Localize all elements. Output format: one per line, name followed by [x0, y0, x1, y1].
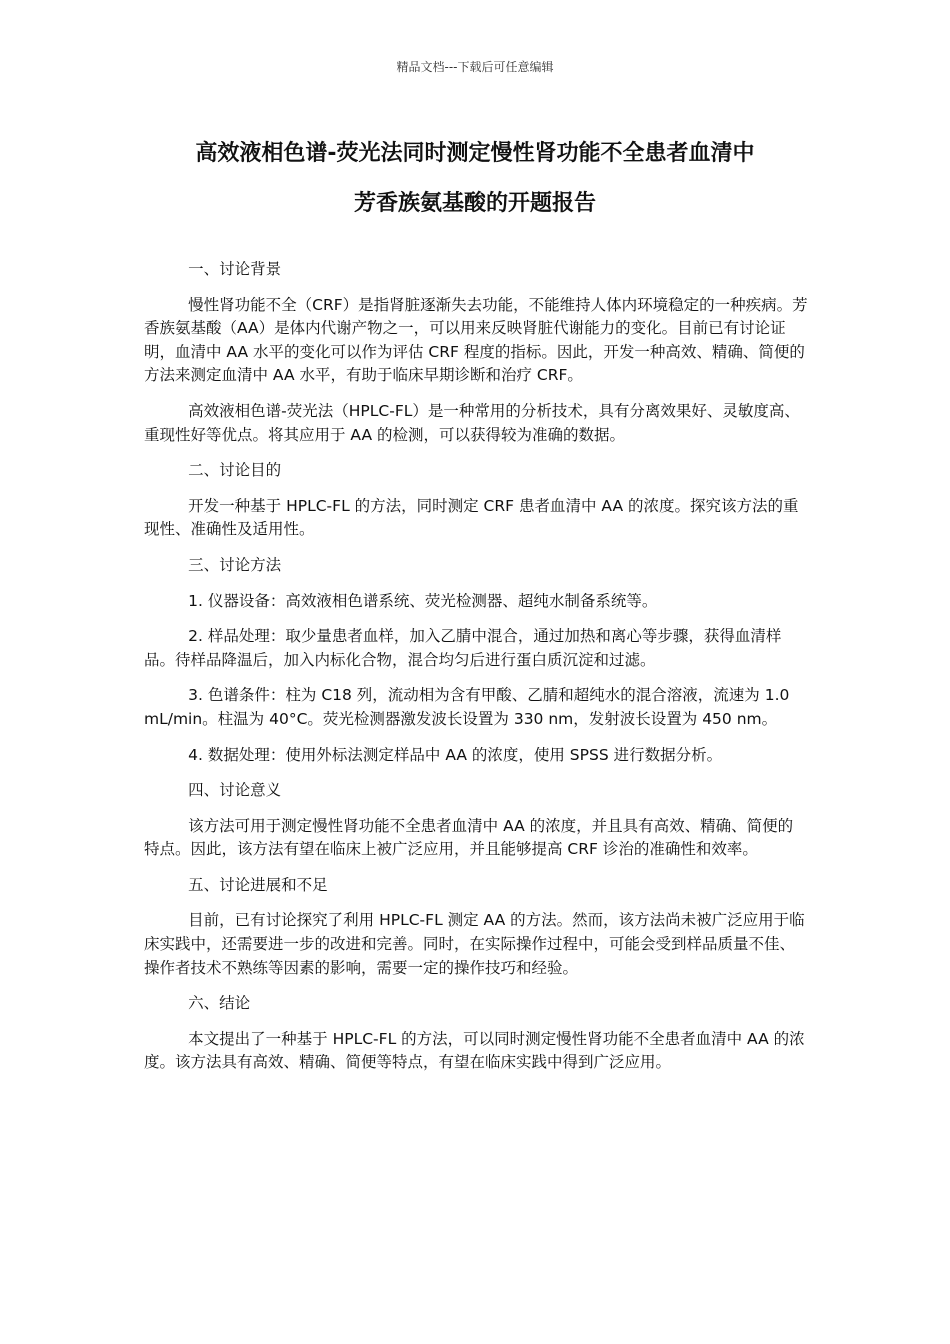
conclusion-paragraph: 本文提出了一种基于 HPLC-FL 的方法，可以同时测定慢性肾功能不全患者血清中 AA 的浓度。该方法具有高效、精确、简便等特点，有望在临床实践中得到广泛应用。: [144, 1029, 805, 1072]
section-heading-methods: 三、讨论方法: [188, 555, 282, 574]
background-paragraph-2: 高效液相色谱-荧光法（HPLC-FL）是一种常用的分析技术，具有分离效果好、灵敏度高、重现性好等优点。将其应用于 AA 的检测，可以获得较为准确的数据。: [144, 401, 800, 444]
section-heading-purpose: 二、讨论目的: [188, 461, 282, 480]
document-body: [144, 258, 808, 1087]
document-title-line-1: 高效液相色谱-荧光法同时测定慢性肾功能不全患者血清中: [195, 141, 755, 166]
header-note: 精品文档---下载后可任意编辑: [396, 60, 554, 74]
methods-item-4: 4. 数据处理：使用外标法测定样品中 AA 的浓度，使用 SPSS 进行数据分析。: [188, 745, 723, 764]
background-paragraph-1: 慢性肾功能不全（CRF）是指肾脏逐渐失去功能，不能维持人体内环境稳定的一种疾病。芳香族氨基酸（AA）是体内代谢产物之一，可以用来反映肾脏代谢能力的变化。目前已有讨论证明，血清中 AA 水平的变化可以作为评估 CRF 程度的指标。因此，开发一种高效、精确、简便的方法来测定血清中 AA 水平，有助于临床早期诊断和治疗 CRF。: [144, 295, 808, 385]
methods-item-3: 3. 色谱条件：柱为 C18 列，流动相为含有甲酸、乙腈和超纯水的混合溶液，流速为 1.0 mL/min。柱温为 40°C。荧光检测器激发波长设置为 330 nm，发射波长设置为 450 nm。: [144, 686, 790, 728]
section-heading-conclusion: 六、结论: [188, 994, 251, 1013]
section-heading-significance: 四、讨论意义: [188, 781, 282, 800]
section-heading-progress: 五、讨论进展和不足: [188, 875, 328, 894]
significance-paragraph: 该方法可用于测定慢性肾功能不全患者血清中 AA 的浓度，并且具有高效、精确、简便的特点。因此，该方法有望在临床上被广泛应用，并且能够提高 CRF 诊治的准确性和效率。: [144, 816, 794, 859]
section-heading-background: 一、讨论背景: [188, 260, 282, 278]
purpose-paragraph: 开发一种基于 HPLC-FL 的方法，同时测定 CRF 患者血清中 AA 的浓度。探究该方法的重现性、准确性及适用性。: [144, 496, 799, 539]
document-title-line-2: 芳香族氨基酸的开题报告: [353, 191, 596, 216]
methods-item-2: 2. 样品处理：取少量患者血样，加入乙腈中混合，通过加热和离心等步骤，获得血清样品。待样品降温后，加入内标化合物，混合均匀后进行蛋白质沉淀和过滤。: [144, 627, 782, 669]
methods-item-1: 1. 仪器设备：高效液相色谱系统、荧光检测器、超纯水制备系统等。: [188, 591, 658, 610]
progress-paragraph: 目前，已有讨论探究了利用 HPLC-FL 测定 AA 的方法。然而，该方法尚未被广泛应用于临床实践中，还需要进一步的改进和完善。同时，在实际操作过程中，可能会受到样品质量不佳、操作者技术不熟练等因素的影响，需要一定的操作技巧和经验。: [144, 911, 805, 977]
